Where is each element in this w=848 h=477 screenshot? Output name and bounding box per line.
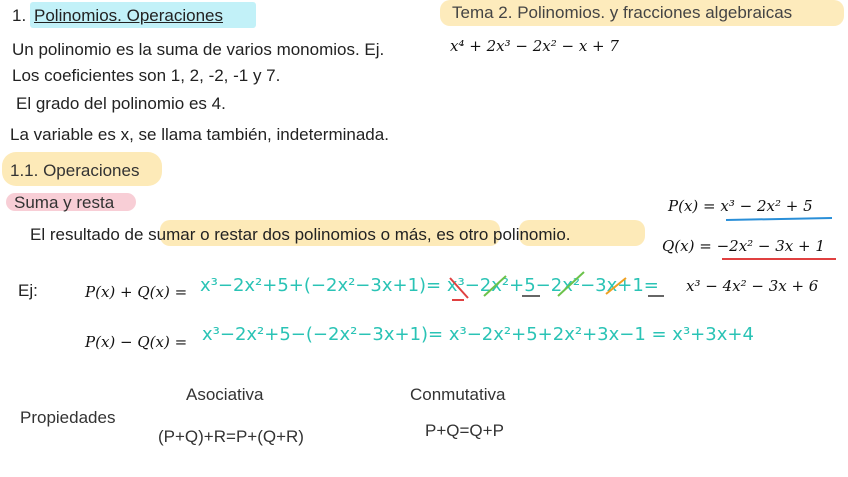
operations-heading: 1.1. Operaciones (10, 161, 140, 180)
otro-polinomio-phrase: otro polinomio (459, 225, 566, 244)
topic-title: Tema 2. Polinomios. y fracciones algebraicas (452, 3, 793, 22)
section-number: 1. (12, 6, 27, 25)
p-definition: P(x) = x³ − 2x² + 5 (668, 197, 813, 215)
p-underline (726, 218, 832, 220)
strike-2x2-green (484, 276, 506, 296)
properties-label: Propiedades (20, 408, 116, 427)
p-polynomial: x³ − 2x² + 5 (720, 197, 813, 215)
associative-title: Asociativa (186, 385, 264, 404)
strike-x3-red (450, 278, 468, 298)
example-label: Ej: (18, 281, 38, 300)
sum-handwritten-work: x³−2x²+5+(−2x²−3x+1)= x³−2x²+5−2x²−3x+1= (200, 275, 659, 296)
variable-text: La variable es x, se llama también, indeterminada. (10, 125, 389, 144)
definition-text: Un polinomio es la suma de varios monomios. Ej. (12, 40, 385, 59)
section-title: Polinomios. Operaciones (34, 6, 223, 25)
strike-3x-orange (606, 278, 626, 294)
result-sentence: El resultado de sumar o restar dos polinomios o más, es otro polinomio. (30, 225, 571, 244)
suma-resta-subheading: Suma y resta (14, 193, 115, 212)
degree-text: El grado del polinomio es 4. (16, 94, 226, 113)
associative-formula: (P+Q)+R=P+(Q+R) (158, 427, 304, 446)
diff-handwritten-work: x³−2x²+5−(−2x²−3x+1)= x³−2x²+5+2x²+3x−1 = x³+3x+4 (202, 324, 754, 345)
commutative-formula: P+Q=Q+P (425, 421, 504, 440)
example-polynomial: x⁴ + 2x³ − 2x² − x + 7 (450, 37, 619, 55)
diff-lhs: P(x) − Q(x) = (85, 333, 188, 351)
commutative-title: Conmutativa (410, 385, 506, 404)
sumar-restar-phrase: sumar o restar dos polinomios o más (148, 225, 427, 244)
sum-result: x³ − 4x² − 3x + 6 (686, 277, 819, 295)
strike-2x2b-green (558, 272, 584, 296)
coefficients-text: Los coeficientes son 1, 2, -2, -1 y 7. (12, 66, 281, 85)
q-polynomial: −2x² − 3x + 1 (716, 237, 825, 255)
q-definition: Q(x) = −2x² − 3x + 1 (662, 237, 825, 255)
sum-lhs: P(x) + Q(x) = (85, 283, 188, 301)
